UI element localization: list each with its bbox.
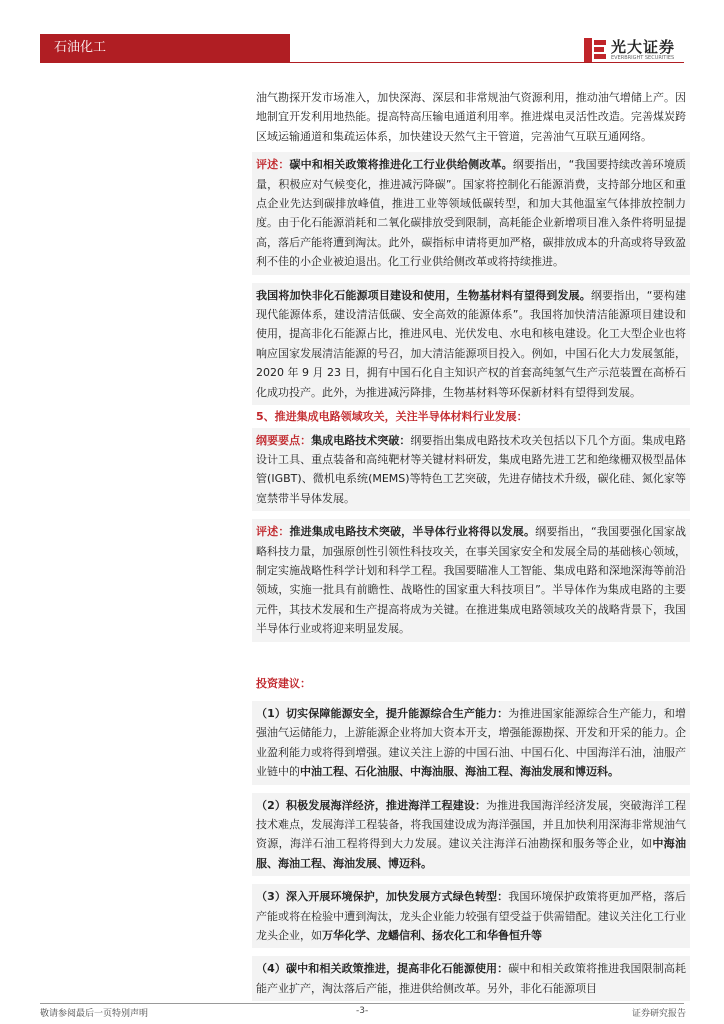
paragraph-energy: 油气勘探开发市场准入，加快深海、深层和非常规油气资源利用，推动油气增储上产。因地制宜开发利用地热能。提高特高压输电通道利用率。推进煤电灵活性改造。完善煤炭跨区域运输通道和集疏运体系，加快建设天然气主干管道，完善油气互联互通网络。 bbox=[256, 91, 686, 143]
invest-item-2-text bbox=[256, 796, 686, 874]
invest-item-3 bbox=[252, 884, 690, 948]
commentary-title: 碳中和相关政策将推进化工行业供给侧改革。 bbox=[289, 158, 513, 172]
invest-item-3-text bbox=[256, 887, 686, 945]
footer-report-type: 证券研究报告 bbox=[632, 1009, 687, 1019]
commentary-title: 推进集成电路技术突破，半导体行业将得以发展。 bbox=[289, 525, 536, 539]
invest-item-title: （4）碳中和相关政策推进，提高非化石能源使用： bbox=[256, 962, 509, 976]
commentary-text: 纲要指出，“我国要持续改善环境质量，积极应对气候变化，推进减污降碳”。国家将控制化石能源消费，支持部分地区和重点企业先达到碳排放峰值，推进工业等领域低碳转型，和加大其他温室气体排放控制力度。由于化石能源消耗和二氧化碳排放受到限制，高耗能企业新增项目准入条件将明显提高，落后产能将遭到淘汰。此外，碳指标申请将更加严格，碳排放成本的升高或将导致盈利不佳的小企业被迫退出。化工行业供给侧改革或将持续推进。 bbox=[256, 158, 686, 269]
invest-item-title: （1）切实保障能源安全，提升能源综合生产能力： bbox=[256, 706, 509, 720]
page-number: -3- bbox=[356, 1006, 369, 1016]
commentary-text: 纲要指出，“我国要强化国家战略科技力量，加强原创性引领性科技攻关，在事关国家安全和发展全局的基础核心领域，制定实施战略性科学计划和科学工程。我国要瞄准人工智能、集成电路和深地深海等前沿领域，实施一批具有前瞻性、战略性的国家重大科技项目”。半导体作为集成电路的主要元件，其技术发展和生产提高将成为关键。在推进集成电路领域攻关的战略背景下，我国半导体行业或将迎来明显发展。 bbox=[256, 525, 687, 636]
invest-item-companies: 中油工程、石化油服、中海油服、海油工程、海油发展和博迈科。 bbox=[300, 765, 619, 779]
invest-item-4 bbox=[252, 956, 690, 1001]
invest-item-body: 为推进国家能源综合生产能力，和增强油气运储能力，上游能源企业将加大资本开支，增强能源勘探、开发和开采的能力。企业盈利能力或将得到增强。建议关注上游的中国石油、中国石化、中国海洋石油，油服产业链中的 bbox=[256, 706, 686, 779]
report-body bbox=[256, 88, 686, 1001]
commentary-label: 评述： bbox=[256, 158, 290, 172]
invest-item-title: （2）积极发展海洋经济，推进海洋工程建设： bbox=[256, 798, 487, 812]
box-non-fossil bbox=[252, 283, 690, 405]
outline-text: 纲要指出集成电路技术攻关包括以下几个方面。集成电路设计工具、重点装备和高纯靶材等关键材料研发，集成电路先进工艺和绝缘栅双极型晶体管(IGBT)、微机电系统(MEMS)等特色工艺突破，先进存储技术升级，碳化硅、氮化家等宽禁带半导体发展。 bbox=[256, 433, 687, 505]
logo-mark-icon bbox=[584, 38, 606, 62]
invest-item-body: 碳中和相关政策将推进我国限制高耗能产业扩产，淘汰落后产能，推进供给侧改革。另外，非化石能源项目 bbox=[256, 962, 686, 995]
commentary-semiconductor bbox=[256, 522, 686, 638]
commentary-carbon bbox=[256, 155, 686, 271]
paragraph-title: 我国将加快非化石能源项目建设和使用，生物基材料有望得到发展。 bbox=[256, 288, 591, 302]
invest-item-1-text bbox=[256, 704, 686, 782]
invest-item-4-text bbox=[256, 959, 686, 998]
commentary-box-carbon bbox=[252, 152, 690, 274]
logo-text: 光大证券 bbox=[611, 38, 676, 56]
invest-item-1 bbox=[252, 701, 690, 785]
outline-title: 集成电路技术突破： bbox=[311, 433, 411, 447]
logo-subtext: EVERBRIGHT SECURITIES bbox=[611, 55, 675, 61]
header-divider bbox=[40, 62, 684, 63]
paragraph-text: 纲要指出，“要构建现代能源体系，建设清洁低碳、安全高效的能源体系”。我国将加快清洁能源项目建设和使用，提高非化石能源占比，推进风电、光伏发电、水电和核电建设。化工大型企业也将响应国家发展清洁能源的号召，加大清洁能源项目投入。例如，中国石化大力发展氢能，2020 年 9 月 23 日，拥有中国石化自主知识产权的首套高纯氢气生产示范装置在高桥石化成功投产。此外，为推进减污降排，生物基材料等环保新材料有望得到发展。 bbox=[256, 288, 686, 399]
invest-item-body: 为推进我国海洋经济发展，突破海洋工程技术难点，发展海洋工程装备，将我国建设成为海洋强国，并且加快利用深海非常规油气资源，海洋石油工程将得到大力发展。建议关注海洋石油勘探和服务等企业，如 bbox=[256, 798, 687, 851]
invest-item-companies: 中海油服、海油工程、海油发展、博迈科。 bbox=[256, 837, 687, 870]
outline-label: 纲要要点： bbox=[256, 433, 312, 447]
footer-divider bbox=[40, 1003, 684, 1004]
outline-points bbox=[256, 431, 686, 509]
commentary-label: 评述： bbox=[256, 525, 290, 539]
invest-item-title: （3）深入开展环境保护，加快发展方式绿色转型： bbox=[256, 890, 509, 904]
invest-item-companies: 万华化学、龙蟠信利、扬农化工和华鲁恒升等 bbox=[322, 929, 542, 943]
investment-title: 投资建议： bbox=[256, 676, 311, 690]
invest-item-body: 我国环境保护政策将更加严格，落后产能或将在检验中遭到淘汰，龙头企业能力较强有望受益于供需错配。建议关注化工行业龙头企业，如 bbox=[256, 890, 686, 943]
section-5-title: 5、推进集成电路领域攻关，关注半导体材料行业发展： bbox=[256, 410, 528, 424]
footer-disclaimer: 敬请参阅最后一页特别声明 bbox=[40, 1009, 149, 1019]
box-outline-points bbox=[252, 428, 690, 512]
invest-item-2 bbox=[252, 793, 690, 877]
header-section-tab: 石油化工 bbox=[40, 34, 290, 62]
commentary-box-semiconductor bbox=[252, 519, 690, 641]
paragraph-non-fossil bbox=[256, 286, 686, 402]
